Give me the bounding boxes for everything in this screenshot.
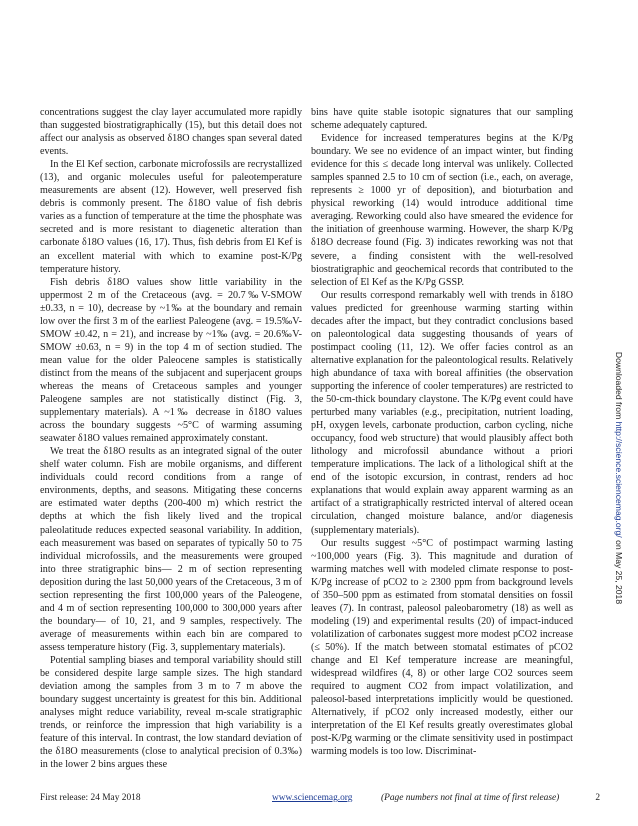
download-link[interactable]: http://science.sciencemag.org/ — [614, 421, 624, 538]
right-column — [311, 106, 573, 758]
paragraph: Our results suggest ~5°C of postimpact warming lasting ~100,000 years (Fig. 3). This magnitude and duration of warming matches well with modeled climate response to post-K/Pg increase of pCO2 to ≥ 2300 ppm from background levels of 350–500 ppm as estimated from stomatal densities on fossil leaves (7). In contrast, paleosol paleobarometry (18) as well as modeling (19) and experimental results (20) of impact-induced volatilization of carbonates suggest more modest pCO2 increase (≤ 50%). If the match between stomatal estimates of pCO2 change and El Kef temperature increase are meaningful, widespread wildfires (4, 8) or other large CO2 sources seem required to augment CO2 from impact volatilization, and paleosol-based interpretations implicitly would be questioned. Alternatively, if pCO2 only increased modestly, either our interpretation of the El Kef results greatly overestimates global post-K/Pg warming or the climate sensitivity used in postimpact warming models is too low. Discriminat- — [311, 537, 573, 758]
paragraph: bins have quite stable isotopic signatures that our sampling scheme adequately captured. — [311, 107, 573, 132]
left-column — [40, 106, 302, 771]
download-prefix: Downloaded from — [614, 351, 624, 422]
page-number-note: (Page numbers not final at time of first release) — [381, 793, 560, 803]
site-link[interactable]: www.sciencemag.org — [272, 793, 353, 803]
paragraph: In the El Kef section, carbonate microfossils are recrystallized (13), and organic molecules useful for paleotemperature measurements are absent (12). However, well preserved fish debris is commonly present. The δ18O value of fish debris varies as a function of temperature at the time the phosphate was secreted and is more resistant to diagenetic alteration than carbonate δ18O values (16, 17). Thus, fish debris from El Kef is an excellent material with which to examine post-K/Pg temperature history. — [40, 159, 302, 275]
download-suffix: on May 25, 2018 — [614, 537, 624, 605]
paragraph: We treat the δ18O results as an integrated signal of the outer shelf water column. Fish are mobile organisms, and different individuals could record conditions from a range of environments, depths, and seasons. Mitigating these concerns are estimated water depths (200-400 m) which restrict the depths at which the fish likely lived and the tropical paleolatitude reduces expected seasonal variability. In addition, each measurement was based on separates of typically 50 to 75 individual microfossils, and the measurements were grouped into three stratigraphic bins— 2 m of section representing deposition during the last 50,000 years of the Cretaceous, 3 m of section representing the first 100,000 years of the Paleogene, and 4 m of section representing 100,000 to 300,000 years after the boundary— of 10, 21, and 9 samples, respectively. The average of measurements within each bin are compared to assess temperature history (Fig. 3, supplementary materials). — [40, 446, 302, 653]
paragraph: Fish debris δ18O values show little variability in the uppermost 2 m of the Cretaceous (avg. = 20.7‰V-SMOW ±0.33, n = 10), decrease by ~1‰ at the boundary and remain low over the first 3 m of the earliest Paleogene (avg. = 19.5‰V-SMOW ±0.42, n = 21), and increase by ~1‰ (avg. = 20.6‰V-SMOW ±0.63, n = 9) in the top 4 m of section studied. The mean value for the older Paleocene samples is statistically distinct from the means of the subjacent and superjacent groups whereas the means of Cretaceous samples and younger Paleogene samples are not statistically distinct (Fig. 3, supplementary materials). A ~1‰ decrease in δ18O values across the boundary suggests ~5°C of warming assuming seawater δ18O values remained approximately constant. — [40, 276, 302, 445]
paragraph: concentrations suggest the clay layer accumulated more rapidly than suggested biostratigraphically (15), but this detail does not affect our analysis as observed δ18O changes span several dated events. — [40, 107, 302, 158]
release-date: First release: 24 May 2018 — [40, 793, 141, 803]
paragraph: Our results correspond remarkably well with trends in δ18O values predicted for greenhouse warming starting within decades after the impact, but they contradict conclusions based on paleontological data suggesting thousands of years of postimpact cooling (11, 12). We offer facies control as an alternative explanation for the paleontological results. Relatively high abundance of taxa with boreal affinities (the observation supporting the inference of cooler temperatures) are restricted to the 50-cm-thick boundary claystone. The K/Pg event could have perturbed many variables (e.g., precipitation, nutrient loading, pH, oxygen levels, carbonate production, carbon cycling, niche occupancy, food web structure) that would plausibly affect both lithology and microfossil abundance without a priori temperature implications. The lack of a lithological shift at the end of the isotopic excursion, in contrast, renders ad hoc explanations that would explain away apparent warming as an artifact of a stratigraphically restricted interval of altered ocean circulation, changed moisture balance, and/or diagenesis (supplementary materials). — [311, 289, 573, 536]
download-sidebar — [614, 352, 624, 604]
paragraph: Evidence for increased temperatures begins at the K/Pg boundary. We see no evidence of an impact winter, but finding evidence for this ≤ decade long interval was unlikely. Collected samples spanned 2.5 to 10 cm of section (i.e., each, on average, represents ≥ 1000 yr of deposition), and bioturbation and physical reworking (14) would introduce additional time averaging. Reworking could also have smeared the evidence for the initiation of greenhouse warming. However, the sharp K/Pg δ18O decrease found (Fig. 3) indicates reworking was not that severe, a finding consistent with the well-resolved biostratigraphic and geochemical records that contributed to the selection of El Kef as the K/Pg GSSP. — [311, 133, 573, 288]
page-number: 2 — [595, 793, 600, 803]
paragraph: Potential sampling biases and temporal variability should still be considered despite large sample sizes. The high standard deviation among the samples from 3 m to 7 m above the boundary suggest uncertainty is greatest for this bin. Additional analyses might reduce variability, reveal m-scale stratigraphic trends, or reinforce the impression that high variability is a feature of this interval. In contrast, the low standard deviation of the δ18O measurements (close to analytical precision of 0.3‰) in the lower 2 bins argues these — [40, 654, 302, 771]
